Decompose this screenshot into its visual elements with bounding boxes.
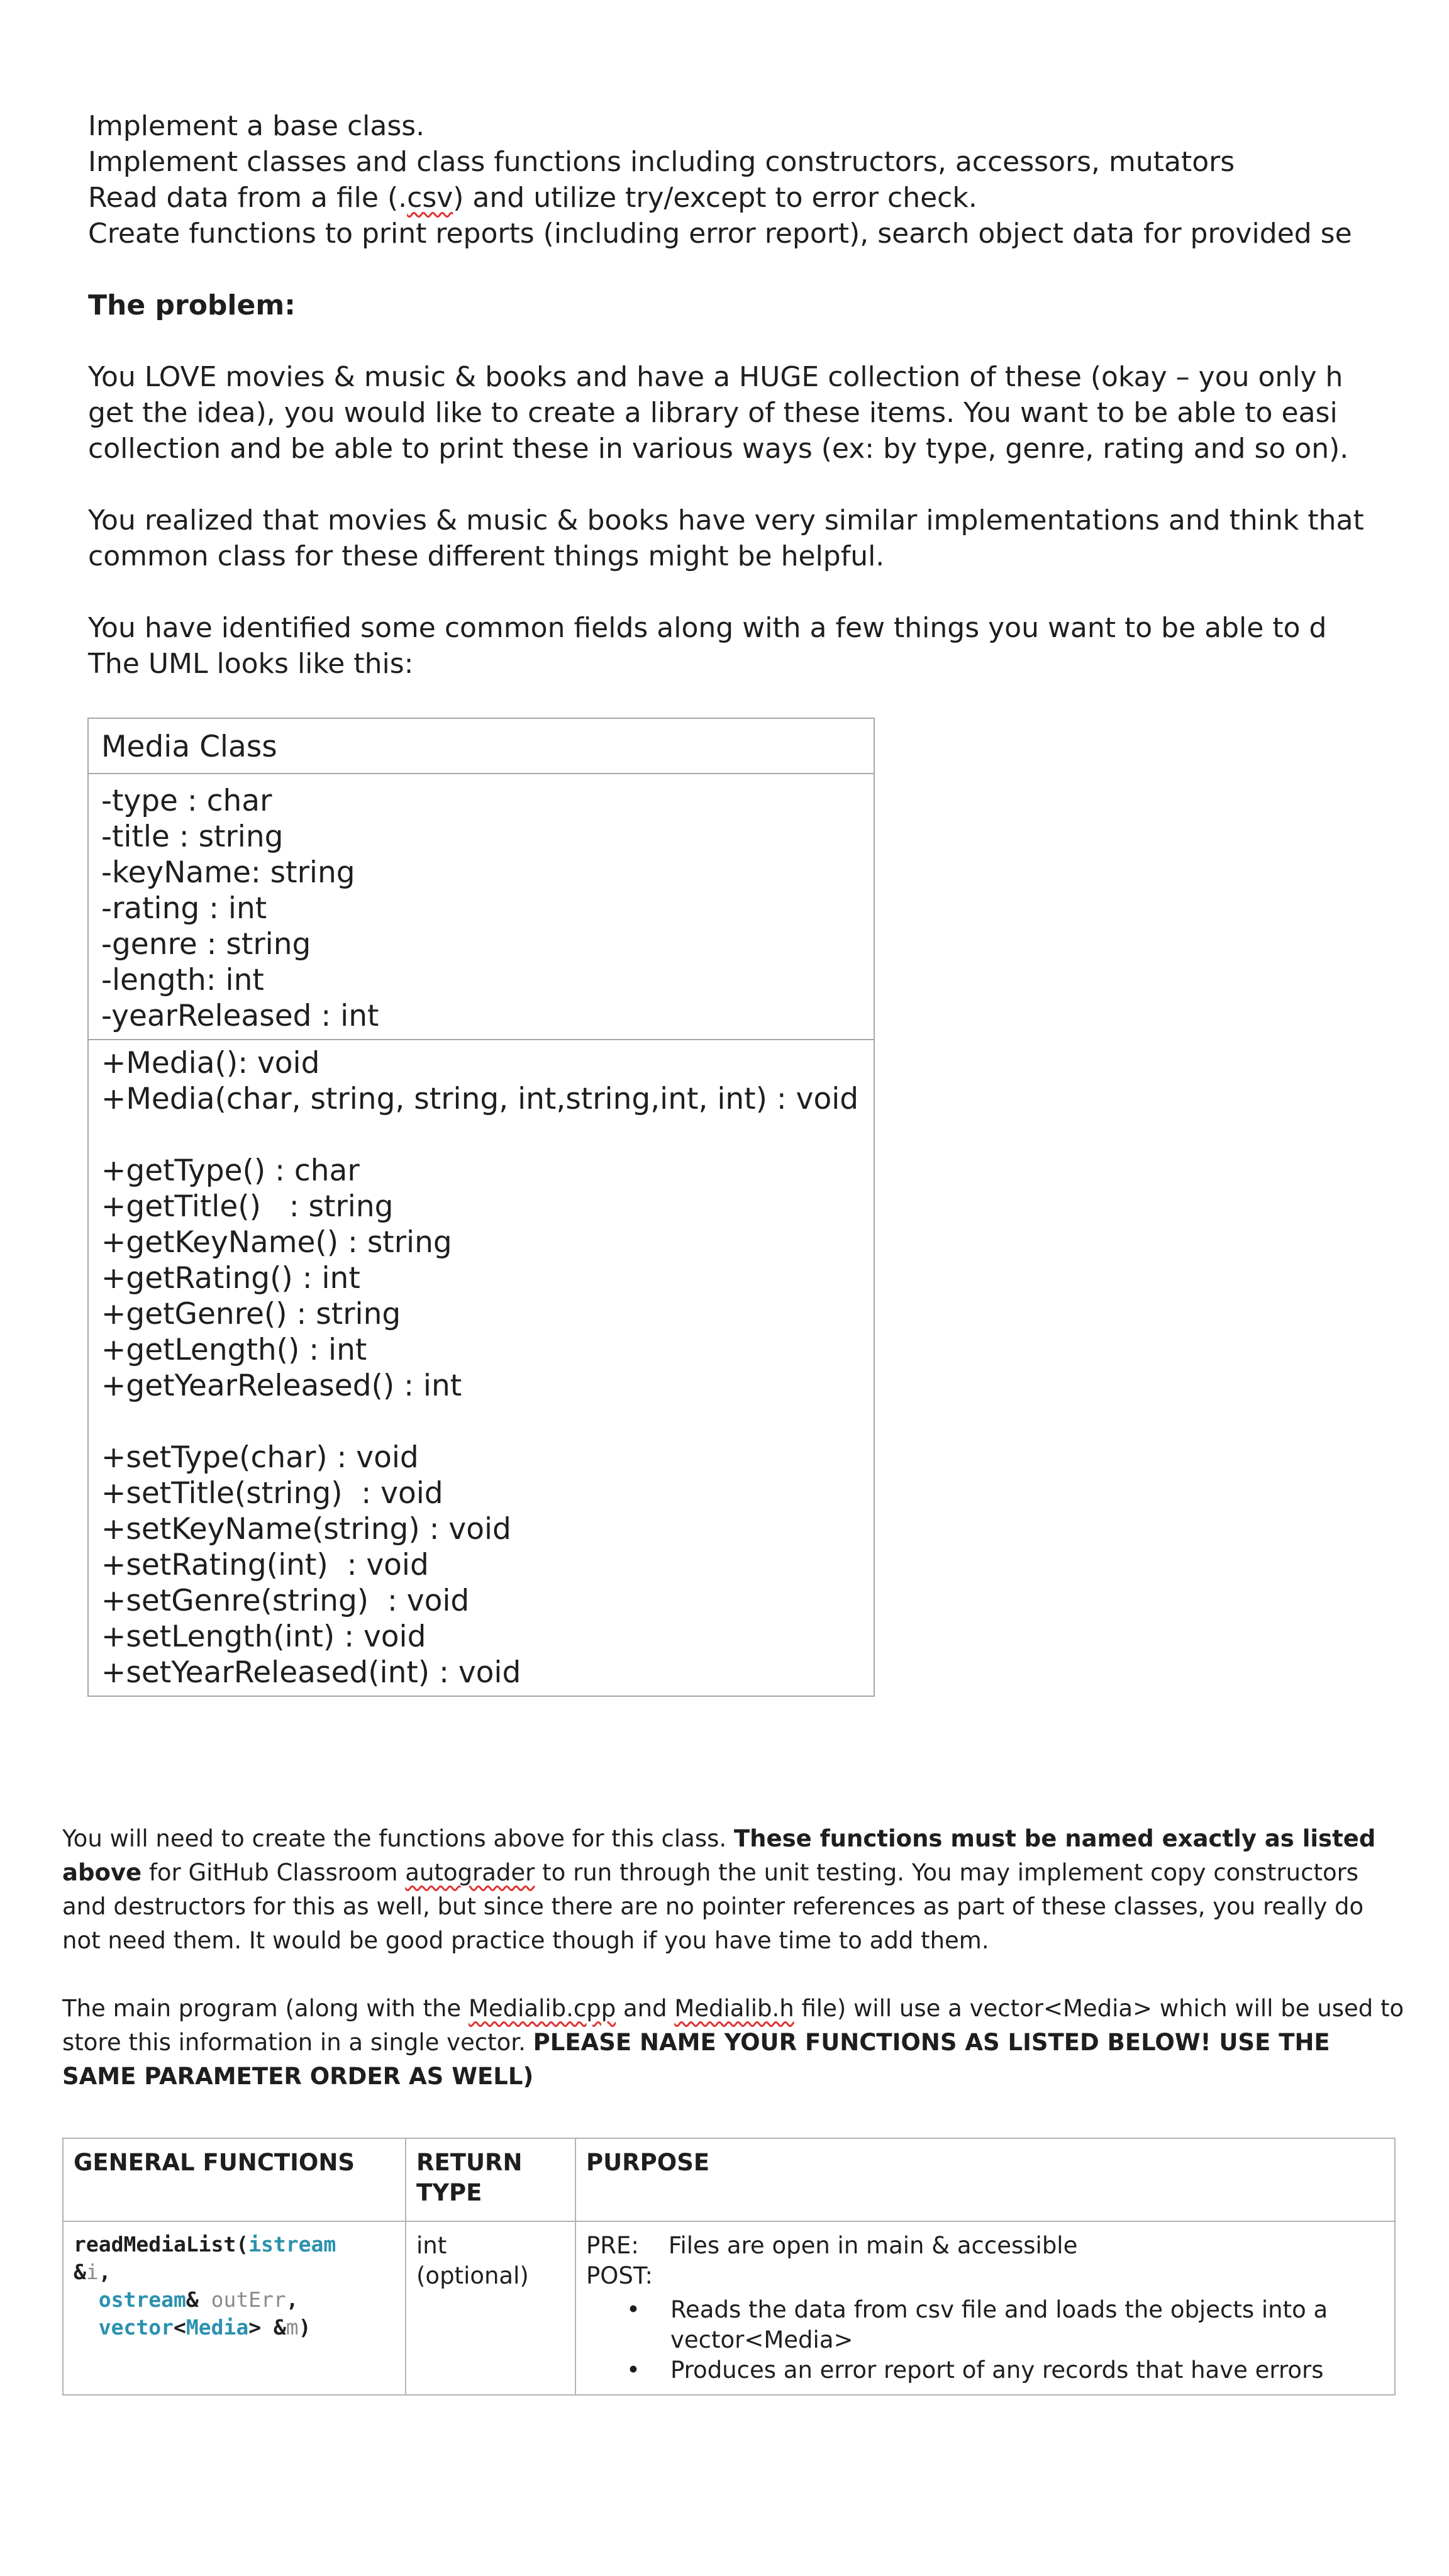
type-keyword: vector — [98, 2315, 174, 2340]
function-signature — [74, 2231, 395, 2341]
uml-mutator: +setLength(int) : void — [101, 1619, 426, 1654]
instructions-paragraph — [62, 1822, 1408, 1958]
text-run: and — [616, 1995, 675, 2022]
postcondition-list — [586, 2295, 1384, 2385]
code-token: ) — [298, 2315, 311, 2340]
text-run: for GitHub Classroom — [142, 1859, 406, 1886]
uml-mutator: +setTitle(string) : void — [101, 1476, 443, 1511]
objective-line — [88, 180, 1449, 216]
type-keyword: ostream — [98, 2287, 186, 2312]
param-name: i — [86, 2260, 99, 2284]
text-run: You will need to create the functions above for this class. — [62, 1825, 734, 1852]
spell-flagged-word: csv — [407, 182, 453, 214]
problem-line: The UML looks like this: — [88, 648, 414, 680]
spell-flagged-word: autograder — [405, 1859, 535, 1886]
uml-methods-section — [89, 1040, 874, 1696]
uml-attribute: -yearReleased : int — [101, 999, 379, 1033]
table-row — [63, 2221, 1395, 2395]
problem-heading: The problem: — [88, 289, 296, 321]
column-header: RETURN TYPE — [406, 2138, 575, 2221]
code-token: > & — [248, 2315, 286, 2340]
uml-accessor: +getRating() : int — [101, 1261, 360, 1296]
objective-line: Implement a base class. — [88, 110, 425, 142]
code-token: < — [173, 2315, 186, 2340]
problem-line: get the idea), you would like to create a library of these items. You want to be able to easi — [88, 397, 1338, 429]
text-run: Read data from a file (. — [88, 182, 408, 214]
uml-attribute: -genre : string — [101, 927, 311, 962]
uml-class-diagram — [87, 718, 875, 1697]
emphasis-text: These functions must be named exactly as listed above — [62, 1825, 1376, 1886]
uml-accessor: +getLength() : int — [101, 1333, 367, 1367]
uml-class-name: Media Class — [101, 730, 277, 764]
instructions-section — [62, 1822, 1408, 2094]
problem-line: You have identified some common fields along with a few things you want to be able to d — [88, 612, 1327, 644]
uml-accessor: +getGenre() : string — [101, 1297, 401, 1331]
uml-attribute: -rating : int — [101, 891, 267, 926]
uml-accessor: +getKeyName() : string — [101, 1225, 452, 1260]
instructions-paragraph — [62, 1992, 1408, 2094]
uml-constructor: +Media(): void — [101, 1046, 320, 1080]
code-token: & — [74, 2260, 86, 2284]
table-header-row — [63, 2138, 1395, 2221]
uml-accessor: +getType() : char — [101, 1153, 360, 1188]
spell-flagged-word: Medialib.cpp — [468, 1995, 616, 2022]
uml-attribute: -keyName: string — [101, 855, 355, 890]
functions-table — [62, 2138, 1396, 2396]
function-signature-cell — [63, 2221, 406, 2395]
list-item: • Produces an error report of any records that have errors — [670, 2355, 1384, 2385]
code-token: , — [98, 2260, 111, 2284]
uml-mutator: +setYearReleased(int) : void — [101, 1655, 521, 1690]
text-run: The main program (along with the — [62, 1995, 469, 2022]
uml-mutator: +setType(char) : void — [101, 1440, 419, 1475]
uml-mutator: +setRating(int) : void — [101, 1548, 429, 1582]
text-run: ) and utilize try/except to error check. — [453, 182, 977, 214]
uml-accessor: +getTitle() : string — [101, 1189, 394, 1224]
spell-flagged-word: Medialib.h — [674, 1995, 794, 2022]
uml-accessor: +getYearReleased() : int — [101, 1368, 462, 1403]
param-name: outErr — [211, 2287, 286, 2312]
problem-line: common class for these different things might be helpful. — [88, 540, 885, 572]
column-header: PURPOSE — [575, 2138, 1395, 2221]
code-token: , — [286, 2287, 299, 2312]
objective-line: Create functions to print reports (including error report), search object data for provided se — [88, 218, 1352, 250]
uml-attributes-section — [89, 774, 874, 1040]
uml-attribute: -type : char — [101, 784, 272, 818]
objective-line: Implement classes and class functions including constructors, accessors, mutators — [88, 146, 1235, 178]
postcondition: POST: — [586, 2262, 653, 2289]
intro-section — [88, 108, 1449, 682]
type-keyword: Media — [186, 2315, 249, 2340]
list-item: • Reads the data from csv file and loads the objects into a vector<Media> — [670, 2295, 1384, 2355]
emphasis-text: PLEASE NAME YOUR FUNCTIONS AS LISTED BELOW! USE THE SAME PARAMETER ORDER AS WELL) — [62, 2029, 1330, 2090]
uml-constructor: +Media(char, string, string, int,string,int, int) : void — [101, 1082, 859, 1116]
text-run: file) will use a vector<Media> which will be used to store this information in a single vector. — [62, 1995, 1404, 2056]
purpose-cell — [575, 2221, 1395, 2395]
param-name: m — [286, 2315, 299, 2340]
problem-line: You realized that movies & music & books have very similar implementations and think that — [88, 504, 1364, 536]
precondition: PRE: Files are open in main & accessible — [586, 2232, 1078, 2259]
problem-line: You LOVE movies & music & books and have a HUGE collection of these (okay – you only h — [88, 361, 1343, 393]
return-type-cell: int (optional) — [406, 2221, 575, 2395]
uml-attribute: -title : string — [101, 819, 284, 854]
function-name: readMediaList( — [74, 2232, 249, 2257]
problem-line: collection and be able to print these in various ways (ex: by type, genre, rating and so on). — [88, 433, 1349, 465]
text-run: to run through the unit testing. You may implement copy constructors and destructors for this as well, but since there are no pointer references as part of these classes, you really do not need them. It would be good practice though if you have time to add them. — [62, 1859, 1364, 1954]
column-header: GENERAL FUNCTIONS — [63, 2138, 406, 2221]
uml-mutator: +setGenre(string) : void — [101, 1584, 470, 1618]
code-token: & — [186, 2287, 199, 2312]
uml-class-name-section — [89, 719, 874, 774]
type-keyword: istream — [248, 2232, 336, 2257]
uml-mutator: +setKeyName(string) : void — [101, 1512, 511, 1546]
uml-attribute: -length: int — [101, 963, 264, 997]
